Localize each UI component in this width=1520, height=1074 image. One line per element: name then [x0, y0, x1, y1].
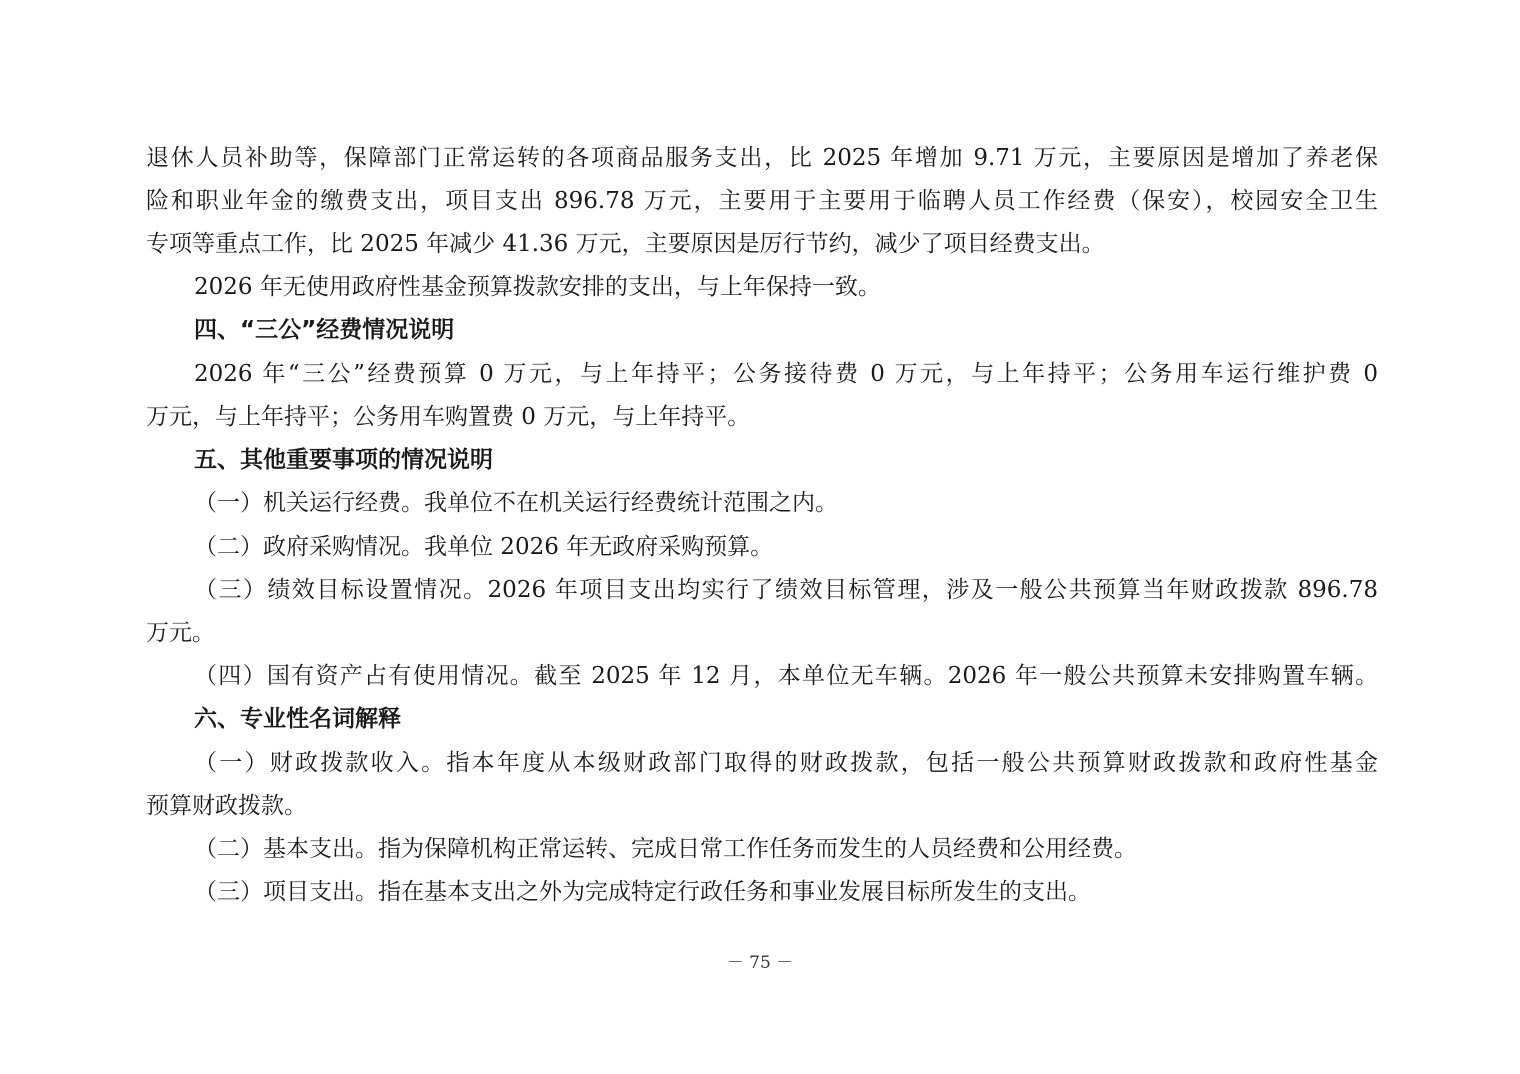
body-text-line: 万元。 [146, 620, 215, 646]
page-number: － 75 － [726, 953, 794, 973]
body-text-line: 专项等重点工作，比 2025 年减少 41.36 万元，主要原因是厉行节约，减少了项目经费支出。 [146, 231, 1105, 257]
body-text-line: 险和职业年金的缴费支出，项目支出 896.78 万元，主要用于主要用于临聘人员工作经费（保安），校园安全卫生 [146, 188, 1378, 214]
section-heading-other-matters: 五、其他重要事项的情况说明 [194, 447, 493, 473]
body-text-line: （二）政府采购情况。我单位 2026 年无政府采购预算。 [194, 534, 774, 560]
body-text-line: 2026 年无使用政府性基金预算拨款安排的支出，与上年保持一致。 [194, 274, 881, 300]
body-text-line: 万元，与上年持平；公务用车购置费 0 万元，与上年持平。 [146, 404, 751, 430]
body-text-line: （二）基本支出。指为保障机构正常运转、完成日常工作任务而发生的人员经费和公用经费。 [194, 836, 1137, 862]
body-text-line: （四）国有资产占有使用情况。截至 2025 年 12 月，本单位无车辆。2026 年一般公共预算未安排购置车辆。 [194, 663, 1378, 689]
body-text-line: （一）财政拨款收入。指本年度从本级财政部门取得的财政拨款，包括一般公共预算财政拨款和政府性基金 [194, 750, 1378, 776]
body-text-line: （三）项目支出。指在基本支出之外为完成特定行政任务和事业发展目标所发生的支出。 [194, 879, 1091, 905]
body-text-line: 退休人员补助等，保障部门正常运转的各项商品服务支出，比 2025 年增加 9.71 万元，主要原因是增加了养老保 [146, 145, 1378, 171]
body-text-line: 2026 年“三公”经费预算 0 万元，与上年持平；公务接待费 0 万元，与上年持平；公务用车运行维护费 0 [194, 361, 1378, 387]
section-heading-three-public: 四、“三公”经费情况说明 [194, 317, 455, 343]
body-text-line: 预算财政拨款。 [146, 793, 307, 819]
body-text-line: （一）机关运行经费。我单位不在机关运行经费统计范围之内。 [194, 490, 838, 516]
section-heading-terms: 六、专业性名词解释 [194, 706, 401, 732]
body-text-line: （三）绩效目标设置情况。2026 年项目支出均实行了绩效目标管理，涉及一般公共预算当年财政拨款 896.78 [194, 577, 1378, 603]
